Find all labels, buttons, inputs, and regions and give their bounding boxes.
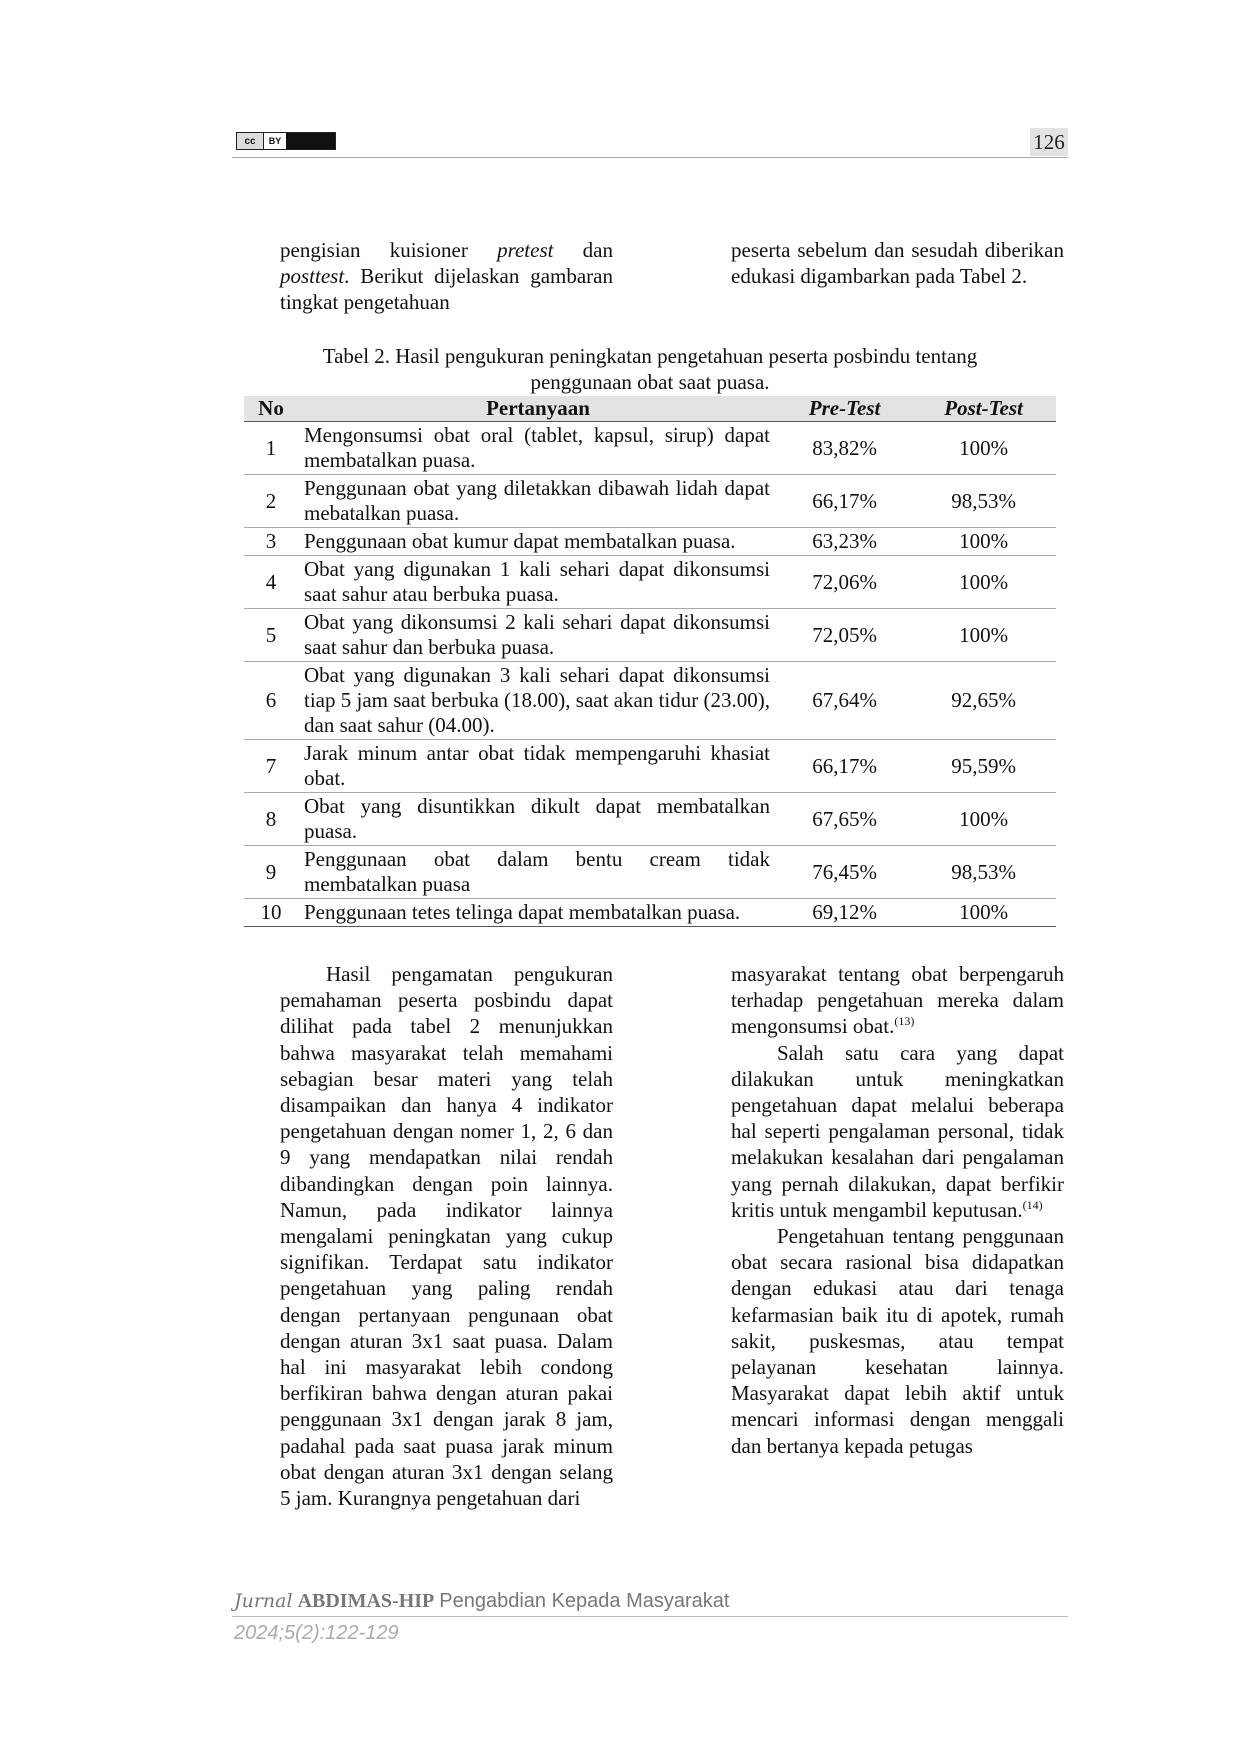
bottom-left-column	[280, 961, 613, 1511]
row-number: 7	[244, 740, 298, 793]
page-number: 126	[1030, 128, 1068, 156]
table-row	[244, 662, 1056, 740]
row-question: Penggunaan obat dalam bentu cream tidak membatalkan puasa	[298, 846, 778, 899]
top-left-column	[280, 237, 613, 316]
results-table	[244, 396, 1056, 927]
paragraph: masyarakat tentang obat berpengaruh terhadap pengetahuan mereka dalam mengonsumsi obat.$^{(13)}$	[731, 962, 1064, 1039]
footer-jurnal: Jurnal	[234, 1590, 293, 1612]
header-question: Pertanyaan	[298, 396, 778, 422]
paragraph: peserta sebelum dan sesudah diberikan edukasi digambarkan pada Tabel 2.	[731, 238, 1064, 289]
paragraph: Salah satu cara yang dapat dilakukan untuk meningkatkan pengetahuan dapat melalui beberapa hal seperti pengalaman personal, tidak melakukan kesalahan dari pengalaman yang pernah dilakukan, dapat berfikir kritis untuk mengambil keputusan.$^{(14)}$	[731, 1040, 1064, 1222]
row-question: Obat yang digunakan 3 kali sehari dapat dikonsumsi tiap 5 jam saat berbuka (18.00), saat akan tidur (23.00), dan saat sahur (04.00).	[298, 662, 778, 740]
header-divider	[232, 157, 1068, 158]
table-row	[244, 609, 1056, 662]
header-pre-test: Pre-Test	[778, 396, 911, 422]
row-question: Penggunaan tetes telinga dapat membatalkan puasa.	[298, 899, 778, 927]
row-pre-test: 66,17%	[778, 740, 911, 793]
row-question: Penggunaan obat yang diletakkan dibawah lidah dapat mebatalkan puasa.	[298, 475, 778, 528]
row-pre-test: 83,82%	[778, 422, 911, 475]
row-pre-test: 67,65%	[778, 793, 911, 846]
row-post-test: 92,65%	[911, 662, 1056, 740]
by-label: BY	[264, 133, 286, 149]
bottom-right-column	[731, 961, 1064, 1459]
row-post-test: 100%	[911, 422, 1056, 475]
table-row	[244, 899, 1056, 927]
row-question: Mengonsumsi obat oral (tablet, kapsul, sirup) dapat membatalkan puasa.	[298, 422, 778, 475]
cc-license-badge	[236, 132, 336, 150]
paragraph: Hasil pengamatan pengukuran pemahaman peserta posbindu dapat dilihat pada tabel 2 menunjukkan bahwa masyarakat telah memahami sebagian besar materi yang telah disampaikan dan hanya 4 indikator pengetahuan dengan nomer 1, 2, 6 dan 9 yang mendapatkan nilai rendah dibandingkan dengan poin lainnya. Namun, pada indikator lainnya mengalami peningkatan yang cukup signifikan. Terdapat satu indikator pengetahuan yang paling rendah dengan pertanyaan pengunaan obat dengan aturan 3x1 saat puasa. Dalam hal ini masyarakat lebih condong berfikiran bahwa dengan aturan pakai penggunaan 3x1 dengan jarak 8 jam, padahal pada saat puasa jarak minum obat dengan aturan 3x1 dengan selang 5 jam. Kurangnya pengetahuan dari	[280, 962, 613, 1511]
row-question: Obat yang disuntikkan dikult dapat membatalkan puasa.	[298, 793, 778, 846]
row-post-test: 98,53%	[911, 475, 1056, 528]
table-row	[244, 528, 1056, 556]
footer-citation: 2024;5(2):122-129	[234, 1622, 399, 1644]
row-question: Obat yang dikonsumsi 2 kali sehari dapat dikonsumsi saat sahur dan berbuka puasa.	[298, 609, 778, 662]
row-post-test: 95,59%	[911, 740, 1056, 793]
row-question: Jarak minum antar obat tidak mempengaruhi khasiat obat.	[298, 740, 778, 793]
row-post-test: 100%	[911, 899, 1056, 927]
cc-label: cc	[237, 133, 264, 149]
paragraph: Pengetahuan tentang penggunaan obat secara rasional bisa didapatkan dengan edukasi atau dari tenaga kefarmasian baik itu di apotek, rumah sakit, puskesmas, atau tempat pelayanan kesehatan lainnya. Masyarakat dapat lebih aktif untuk mencari informasi dengan menggali dan bertanya kepada petugas	[731, 1224, 1064, 1458]
row-question: Obat yang digunakan 1 kali sehari dapat dikonsumsi saat sahur atau berbuka puasa.	[298, 556, 778, 609]
table-header-row	[244, 396, 1056, 422]
row-number: 2	[244, 475, 298, 528]
row-number: 10	[244, 899, 298, 927]
row-post-test: 100%	[911, 609, 1056, 662]
header-no: No	[244, 396, 298, 422]
row-pre-test: 69,12%	[778, 899, 911, 927]
citation-ref: (13)	[894, 1014, 915, 1029]
row-pre-test: 66,17%	[778, 475, 911, 528]
citation-ref: (14)	[1022, 1197, 1043, 1212]
row-post-test: 100%	[911, 793, 1056, 846]
row-number: 3	[244, 528, 298, 556]
row-pre-test: 67,64%	[778, 662, 911, 740]
table-row	[244, 556, 1056, 609]
row-number: 9	[244, 846, 298, 899]
journal-footer	[234, 1590, 729, 1613]
footer-subtitle: Pengabdian Kepada Masyarakat	[439, 1590, 730, 1612]
row-pre-test: 72,05%	[778, 609, 911, 662]
footer-divider	[232, 1616, 1068, 1617]
row-post-test: 100%	[911, 528, 1056, 556]
paragraph: pengisian kuisioner pretest dan posttest. Berikut dijelaskan gambaran tingkat pengetahuan	[280, 238, 614, 315]
row-number: 1	[244, 422, 298, 475]
table-caption: Tabel 2. Hasil pengukuran peningkatan pengetahuan peserta posbindu tentang penggunaan obat saat puasa.	[322, 344, 978, 394]
row-number: 4	[244, 556, 298, 609]
table-row	[244, 475, 1056, 528]
top-right-column	[731, 237, 1064, 289]
row-pre-test: 63,23%	[778, 528, 911, 556]
table-row	[244, 422, 1056, 475]
row-pre-test: 72,06%	[778, 556, 911, 609]
row-post-test: 98,53%	[911, 846, 1056, 899]
row-post-test: 100%	[911, 556, 1056, 609]
table-row	[244, 846, 1056, 899]
row-number: 8	[244, 793, 298, 846]
table-row	[244, 740, 1056, 793]
row-pre-test: 76,45%	[778, 846, 911, 899]
row-number: 5	[244, 609, 298, 662]
row-question: Penggunaan obat kumur dapat membatalkan puasa.	[298, 528, 778, 556]
header-post-test: Post-Test	[911, 396, 1056, 422]
footer-journal-name: ABDIMAS-HIP	[297, 1590, 435, 1612]
table-row	[244, 793, 1056, 846]
row-number: 6	[244, 662, 298, 740]
